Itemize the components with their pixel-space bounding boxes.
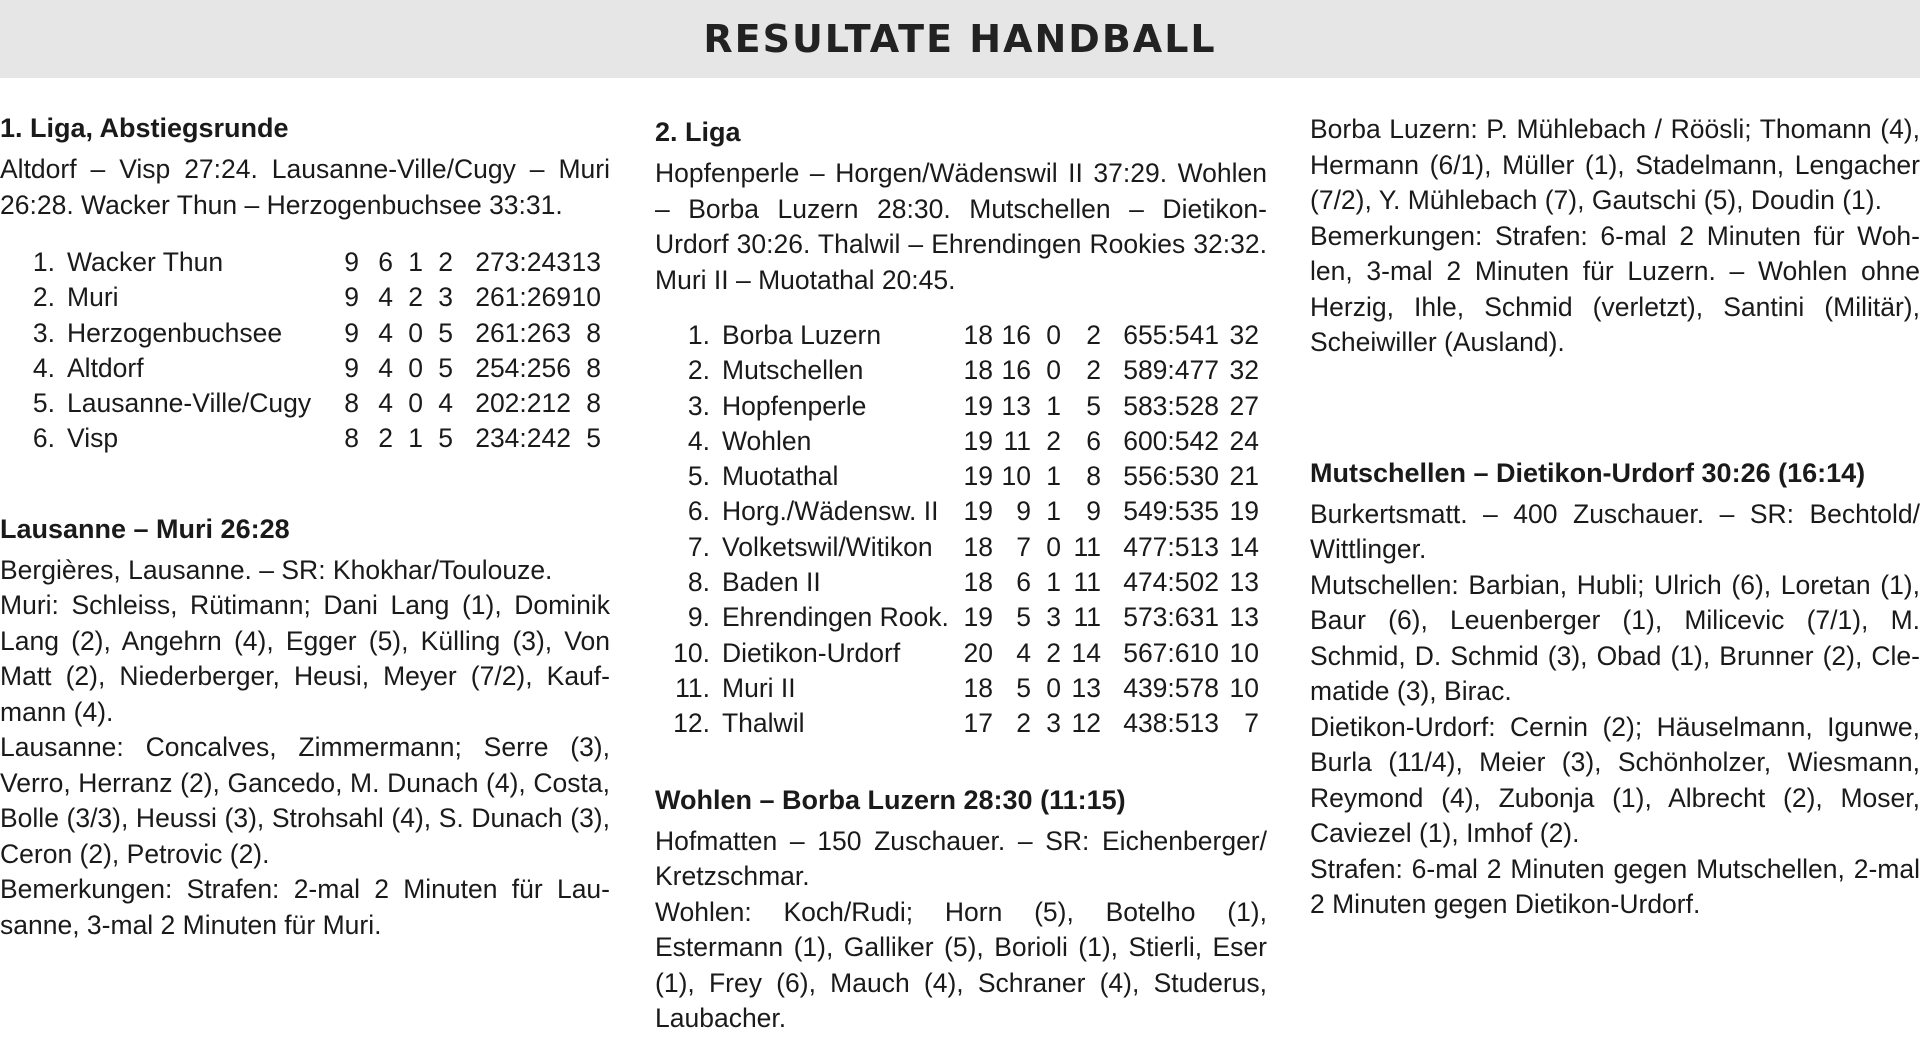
standings-rank: 7. <box>687 531 710 562</box>
standings-w: 11 <box>1003 425 1031 456</box>
standings-d: 3 <box>1046 602 1061 633</box>
standings-gp: 19 <box>963 602 993 633</box>
standings-l: 4 <box>438 388 453 419</box>
match-remarks: Strafen: 6-mal 2 Minuten gegen Mutschellen, 2-mal 2 Minuten gegen Dietikon-Urdorf. <box>1310 853 1920 919</box>
standings-rank: 8. <box>687 567 710 598</box>
standings-rank: 5. <box>687 461 710 492</box>
standings-w: 16 <box>1001 355 1031 386</box>
standings-team: Muotathal <box>722 461 839 492</box>
lineup-muri: Muri: Schleiss, Rütimann; Dani Lang (1), Dominik Lang (2), Angehrn (4), Egger (5), Külling (3), Von Matt (2), Niederberger, Heusi, Meyer (7/2), Kaufmann (4). <box>0 590 610 727</box>
standings-rank: 6. <box>687 496 710 527</box>
standings-gp: 19 <box>963 390 993 421</box>
standings-goals: 261:269 <box>475 282 571 313</box>
standings-pts: 24 <box>1229 425 1259 456</box>
standings-d: 0 <box>1046 355 1061 386</box>
standings-row <box>655 530 1259 565</box>
standings-team: Horg./Wädensw. II <box>722 496 939 527</box>
standings-row <box>12 386 601 421</box>
standings-row <box>12 351 601 386</box>
standings-pts: 32 <box>1229 320 1259 350</box>
match-heading-lausanne-muri: Lausanne – Muri 26:28 <box>0 513 290 544</box>
standings-l: 2 <box>1086 320 1101 350</box>
match-remarks: Bemerkungen: Strafen: 6-mal 2 Minuten für Wohlen, 3-mal 2 Minuten für Luzern. – Wohlen ohne Herzig, Ihle, Schmid (verletzt), Santini (Militär), Scheiwiller (Ausland). <box>1310 220 1920 357</box>
standings-l: 5 <box>438 423 453 454</box>
standings-d: 1 <box>408 423 423 454</box>
standings-w: 10 <box>1001 461 1031 492</box>
standings-pts: 13 <box>571 247 601 277</box>
standings-d: 0 <box>408 388 423 419</box>
standings-rank: 3. <box>32 317 55 348</box>
standings-goals: 583:528 <box>1123 390 1219 421</box>
standings-row <box>655 353 1259 388</box>
standings-goals: 439:578 <box>1123 672 1219 703</box>
liga2-results: Hopfenperle – Horgen/Wädenswil II 37:29. Wohlen – Borba Luzern 28:30. Mutschellen – Dietikon-Urdorf 30:26. Thalwil – Ehrendingen Rookies 32:32. Muri II – Muotathal 20:45. <box>655 158 1267 295</box>
standings-pts: 13 <box>1229 567 1259 598</box>
standings-row <box>655 600 1259 635</box>
standings-rank: 4. <box>32 352 55 383</box>
standings-gp: 20 <box>963 637 993 668</box>
standings-l: 6 <box>1086 425 1101 456</box>
standings-gp: 8 <box>344 388 359 419</box>
standings-goals: 261:263 <box>475 317 571 348</box>
standings-d: 2 <box>408 282 423 313</box>
standings-row <box>655 494 1259 529</box>
standings-d: 1 <box>1046 496 1061 527</box>
match-venue: Hofmatten – 150 Zuschauer. – SR: Eichenberger/ Kretzschmar. <box>655 825 1267 892</box>
page-title: RESULTATE HANDBALL <box>703 17 1217 61</box>
standings-gp: 19 <box>963 496 993 527</box>
standings-d: 2 <box>1046 425 1061 456</box>
standings-d: 1 <box>408 247 423 277</box>
standings-w: 16 <box>1001 320 1031 350</box>
standings-d: 0 <box>1046 531 1061 562</box>
standings-l: 9 <box>1086 496 1101 527</box>
match-venue: Burkertsmatt. – 400 Zuschauer. – SR: Bechtold/ Wittlinger. <box>1310 498 1920 564</box>
standings-l: 8 <box>1086 461 1101 492</box>
standings-row <box>655 318 1259 353</box>
standings-d: 0 <box>1046 672 1061 703</box>
column-middle <box>655 112 1267 1037</box>
standings-row <box>655 565 1259 600</box>
standings-goals: 202:212 <box>475 388 571 419</box>
standings-d: 1 <box>1046 390 1061 421</box>
standings-rank: 1. <box>687 320 710 350</box>
standings-l: 2 <box>438 247 453 277</box>
standings-d: 0 <box>408 317 423 348</box>
standings-gp: 18 <box>963 355 993 386</box>
standings-w: 5 <box>1016 602 1031 633</box>
standings-l: 14 <box>1071 637 1101 668</box>
standings-rank: 1. <box>32 247 55 277</box>
standings-rank: 5. <box>32 388 55 419</box>
standings-gp: 18 <box>963 531 993 562</box>
standings-gp: 19 <box>963 425 993 456</box>
standings-row <box>12 245 601 280</box>
standings-goals: 567:610 <box>1123 637 1219 668</box>
standings-w: 6 <box>378 247 393 277</box>
standings-pts: 32 <box>1229 355 1259 386</box>
standings-team: Ehrendingen Rook. <box>722 602 949 633</box>
standings-l: 11 <box>1073 531 1101 562</box>
standings-rank: 11. <box>675 672 710 703</box>
liga2-standings-table <box>655 318 1259 742</box>
standings-w: 9 <box>1016 496 1031 527</box>
match-heading-mutschellen-dietikon: Mutschellen – Dietikon-Urdorf 30:26 (16:14) <box>1310 457 1866 488</box>
standings-w: 4 <box>1016 637 1031 668</box>
standings-gp: 18 <box>963 567 993 598</box>
standings-gp: 8 <box>344 423 359 454</box>
standings-goals: 273:243 <box>475 247 571 277</box>
standings-rank: 6. <box>32 423 55 454</box>
standings-rank: 2. <box>32 282 55 313</box>
standings-team: Muri II <box>722 672 796 703</box>
standings-d: 1 <box>1046 461 1061 492</box>
standings-row <box>12 280 601 315</box>
standings-row <box>655 389 1259 424</box>
standings-w: 13 <box>1001 390 1031 421</box>
standings-gp: 19 <box>963 461 993 492</box>
standings-gp: 9 <box>344 317 359 348</box>
standings-team: Wohlen <box>722 425 812 456</box>
standings-goals: 477:513 <box>1123 531 1219 562</box>
standings-pts: 5 <box>586 423 601 454</box>
standings-l: 3 <box>438 282 453 313</box>
lineup-mutschellen: Mutschellen: Barbian, Hubli; Ulrich (6), Loretan (1), Baur (6), Leuenberger (1), Milicevic (7/1), M. Schmid, D. Schmid (3), Obad (1), Brunner (2), Clematide (3), Birac. <box>1310 569 1920 706</box>
standings-goals: 438:513 <box>1123 708 1219 739</box>
standings-d: 2 <box>1046 637 1061 668</box>
standings-pts: 14 <box>1229 531 1259 562</box>
standings-goals: 556:530 <box>1123 461 1219 492</box>
column-right <box>1310 112 1920 923</box>
standings-goals: 254:256 <box>475 352 571 383</box>
standings-pts: 8 <box>586 352 601 383</box>
standings-goals: 589:477 <box>1123 355 1219 386</box>
column-left <box>0 108 610 943</box>
standings-d: 0 <box>408 352 423 383</box>
standings-w: 6 <box>1016 567 1031 598</box>
standings-pts: 27 <box>1229 390 1259 421</box>
standings-d: 1 <box>1046 567 1061 598</box>
standings-l: 5 <box>438 317 453 348</box>
standings-row <box>12 316 601 351</box>
standings-w: 4 <box>378 388 393 419</box>
standings-team: Wacker Thun <box>67 247 224 277</box>
standings-l: 5 <box>438 352 453 383</box>
match-heading-wohlen-borba: Wohlen – Borba Luzern 28:30 (11:15) <box>655 784 1126 815</box>
standings-w: 4 <box>378 352 393 383</box>
standings-l: 2 <box>1086 355 1101 386</box>
standings-w: 4 <box>378 282 393 313</box>
standings-gp: 9 <box>344 282 359 313</box>
standings-d: 3 <box>1046 708 1061 739</box>
standings-team: Lausanne-Ville/Cugy <box>67 388 312 419</box>
standings-pts: 8 <box>586 388 601 419</box>
standings-row <box>655 706 1259 741</box>
standings-pts: 10 <box>571 282 601 313</box>
lineup-dietikon: Dietikon-Urdorf: Cernin (2); Häuselmann, Igunwe, Burla (11/4), Meier (3), Schönholzer, Wiesmann, Reymond (4), Zubonja (1), Albrecht (2), Moser, Caviezel (1), Imhof (2). <box>1310 711 1920 848</box>
standings-rank: 2. <box>687 355 710 386</box>
standings-pts: 19 <box>1229 496 1259 527</box>
liga1-results: Altdorf – Visp 27:24. Lausanne-Ville/Cugy – Muri 26:28. Wacker Thun – Herzogenbuchsee 33:31. <box>0 154 610 220</box>
standings-pts: 7 <box>1244 708 1259 739</box>
standings-team: Muri <box>67 282 119 313</box>
standings-team: Visp <box>67 423 119 454</box>
standings-row <box>655 636 1259 671</box>
standings-rank: 9. <box>687 602 710 633</box>
standings-goals: 655:541 <box>1123 320 1219 350</box>
standings-pts: 21 <box>1229 461 1259 492</box>
liga1-standings-table <box>12 245 601 457</box>
standings-gp: 9 <box>344 247 359 277</box>
standings-team: Baden II <box>722 567 821 598</box>
standings-rank: 3. <box>687 390 710 421</box>
standings-goals: 234:242 <box>475 423 571 454</box>
standings-gp: 17 <box>963 708 993 739</box>
standings-l: 11 <box>1073 567 1101 598</box>
lineup-lausanne: Lausanne: Concalves, Zimmermann; Serre (3), Verro, Herranz (2), Gancedo, M. Dunach (4), Costa, Bolle (3/3), Heussi (3), Strohsahl (4), S. Dunach (3), Ceron (2), Petrovic (2). <box>0 732 610 869</box>
standings-row <box>12 421 601 456</box>
standings-row <box>655 671 1259 706</box>
match-remarks: Bemerkungen: Strafen: 2-mal 2 Minuten für Lausanne, 3-mal 2 Minuten für Muri. <box>0 874 610 940</box>
lineup-wohlen: Wohlen: Koch/Rudi; Horn (5), Botelho (1), Estermann (1), Galliker (5), Borioli (1), Stierli, Eser (1), Frey (6), Mauch (4), Schraner (4), Studerus, Laubacher. <box>655 896 1267 1034</box>
standings-w: 4 <box>378 317 393 348</box>
standings-pts: 8 <box>586 317 601 348</box>
standings-team: Borba Luzern <box>722 320 882 350</box>
standings-pts: 13 <box>1229 602 1259 633</box>
standings-team: Thalwil <box>722 708 805 739</box>
standings-l: 5 <box>1086 390 1101 421</box>
standings-l: 12 <box>1071 708 1101 739</box>
standings-gp: 9 <box>344 352 359 383</box>
standings-team: Dietikon-Urdorf <box>722 637 901 668</box>
lineup-borba: Borba Luzern: P. Mühlebach / Röösli; Thomann (4), Hermann (6/1), Müller (1), Stadelmann, Lengacher (7/2), Y. Mühlebach (7), Gautschi (5), Doudin (1). <box>1310 114 1920 215</box>
standings-rank: 4. <box>687 425 710 456</box>
standings-goals: 573:631 <box>1123 602 1219 633</box>
standings-w: 2 <box>1016 708 1031 739</box>
standings-pts: 10 <box>1229 637 1259 668</box>
standings-w: 2 <box>378 423 393 454</box>
standings-team: Herzogenbuchsee <box>67 317 283 348</box>
standings-w: 7 <box>1016 531 1031 562</box>
standings-goals: 474:502 <box>1123 567 1219 598</box>
standings-l: 13 <box>1071 672 1101 703</box>
standings-team: Hopfenperle <box>722 390 867 421</box>
standings-team: Altdorf <box>67 352 144 383</box>
standings-team: Mutschellen <box>722 355 864 386</box>
standings-team: Volketswil/Witikon <box>722 531 933 562</box>
standings-row <box>655 459 1259 494</box>
standings-rank: 10. <box>673 637 710 668</box>
standings-gp: 18 <box>963 320 993 350</box>
match-venue: Bergières, Lausanne. – SR: Khokhar/Toulouze. <box>0 554 553 585</box>
standings-d: 0 <box>1046 320 1061 350</box>
standings-goals: 549:535 <box>1123 496 1219 527</box>
standings-pts: 10 <box>1229 672 1259 703</box>
standings-gp: 18 <box>963 672 993 703</box>
standings-row <box>655 424 1259 459</box>
page-banner <box>0 0 1920 78</box>
standings-l: 11 <box>1073 602 1101 633</box>
standings-rank: 12. <box>673 708 710 739</box>
standings-goals: 600:542 <box>1123 425 1219 456</box>
section-heading-liga2: 2. Liga <box>655 117 741 147</box>
standings-w: 5 <box>1016 672 1031 703</box>
section-heading-liga1: 1. Liga, Abstiegsrunde <box>0 113 289 143</box>
